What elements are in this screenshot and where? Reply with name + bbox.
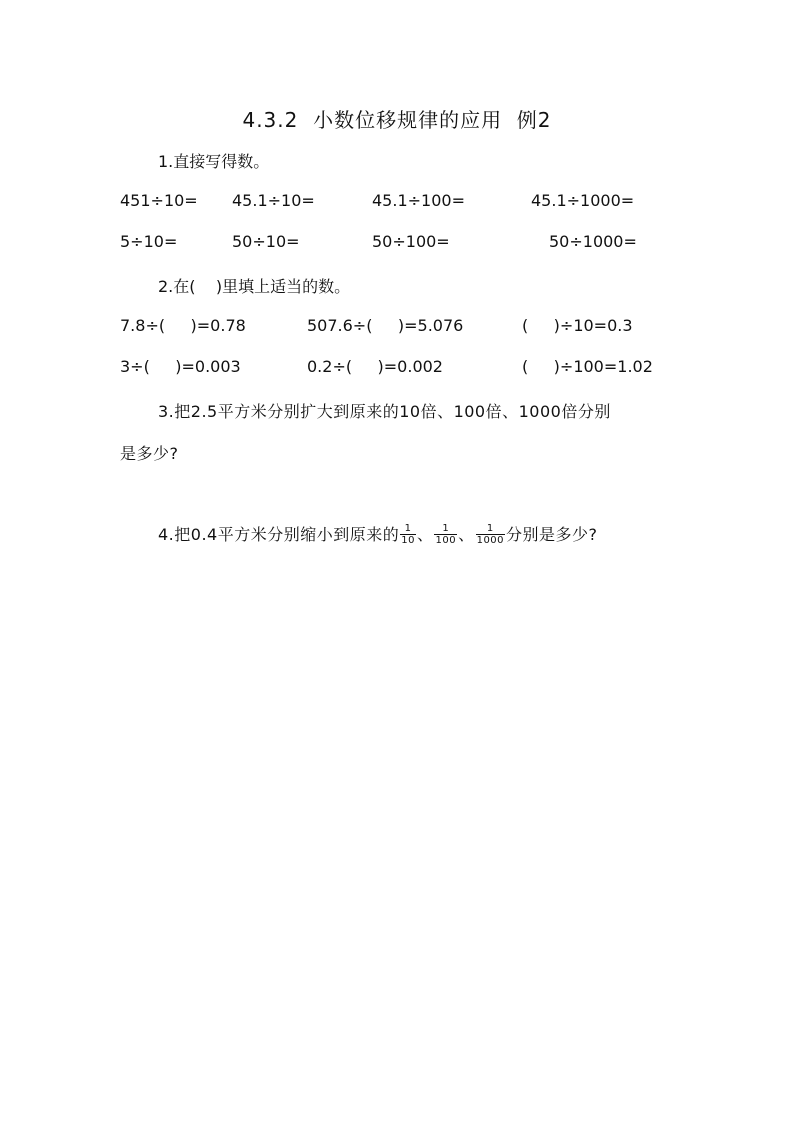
- fraction-numerator: 1: [400, 523, 416, 535]
- fraction-denominator: 1000: [476, 535, 505, 546]
- q2-row1-item1: 7.8÷( )=0.78: [120, 316, 246, 335]
- fraction-denominator: 100: [435, 535, 457, 546]
- fraction-denominator: 10: [401, 535, 415, 546]
- q2-row2-item2: 0.2÷( )=0.002: [307, 357, 443, 376]
- q3-line1: 3.把2.5平方米分别扩大到原来的10倍、100倍、1000倍分别: [158, 402, 611, 421]
- page-title: 4.3.2 小数位移规律的应用 例2: [242, 108, 552, 132]
- q1-row2-item1: 5÷10=: [120, 232, 178, 251]
- q1-row1-item3: 45.1÷100=: [372, 191, 465, 210]
- q4-separator: 、: [416, 525, 434, 544]
- fraction-one-tenth: [400, 523, 416, 546]
- q2-row1-item3: ( )÷10=0.3: [522, 316, 633, 335]
- q4-suffix: 分别是多少?: [506, 525, 598, 544]
- fraction-one-hundredth: [434, 523, 457, 546]
- q1-row2-item3: 50÷100=: [372, 232, 450, 251]
- q4-separator: 、: [458, 525, 475, 544]
- q3-line2: 是多少?: [120, 444, 179, 463]
- q4-line: [158, 522, 598, 547]
- q1-heading: 1.直接写得数。: [158, 152, 270, 171]
- q1-row1-item4: 45.1÷1000=: [531, 191, 635, 210]
- fraction-numerator: 1: [476, 523, 505, 535]
- q1-row2-item4: 50÷1000=: [549, 232, 637, 251]
- q2-row2-item1: 3÷( )=0.003: [120, 357, 241, 376]
- fraction-numerator: 1: [434, 523, 457, 535]
- q1-row1-item2: 45.1÷10=: [232, 191, 315, 210]
- q1-row2-item2: 50÷10=: [232, 232, 300, 251]
- q2-row2-item3: ( )÷100=1.02: [522, 357, 653, 376]
- q4-prefix: 4.把0.4平方米分别缩小到原来的: [158, 525, 400, 544]
- q1-row1-item1: 451÷10=: [120, 191, 198, 210]
- q2-heading: 2.在( )里填上适当的数。: [158, 277, 351, 296]
- q2-row1-item2: 507.6÷( )=5.076: [307, 316, 464, 335]
- fraction-one-thousandth: [476, 523, 505, 546]
